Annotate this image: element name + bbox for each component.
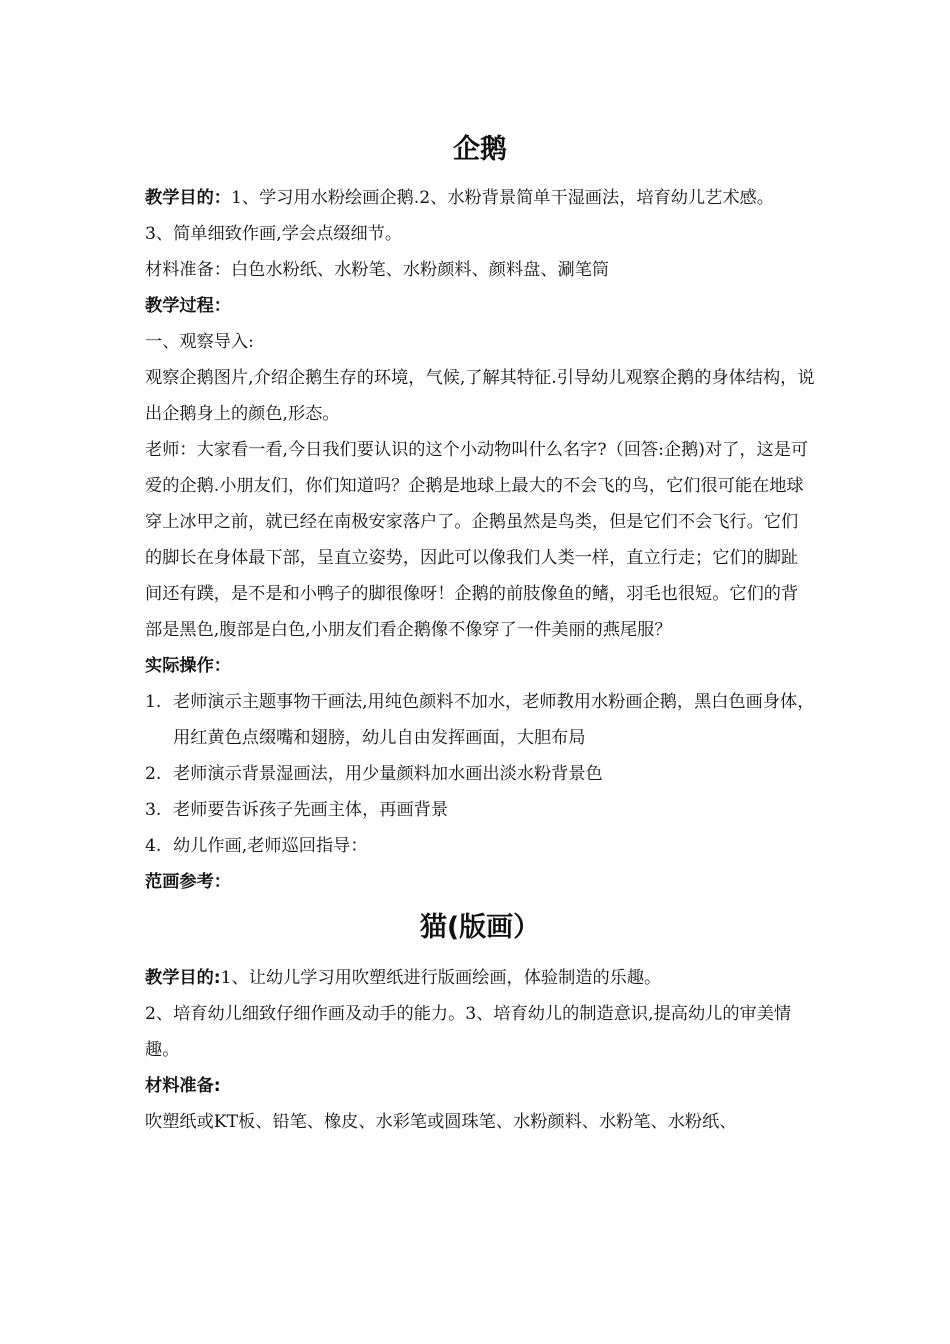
cat-title: 猫(版画） [419, 912, 541, 943]
practice-steps [145, 684, 815, 864]
practice-label: 实际操作： [145, 656, 231, 676]
process-label: 教学过程： [145, 296, 231, 316]
step-text: 老师要告诉孩子先画主体，再画背景 [173, 800, 449, 820]
reference-label: 范画参考： [145, 872, 231, 892]
list-item [145, 756, 815, 792]
list-item [145, 828, 815, 864]
intro-text: 观察企鹅图片,介绍企鹅生存的环境，气候,了解其特征.引导幼儿观察企鹅的身体结构，说出企鹅身上的颜色,形态。 [145, 368, 815, 424]
cat-goal-continued: 2、培育幼儿细致仔细作画及动手的能力。3、培育幼儿的制造意识,提高幼儿的审美情趣。 [145, 1004, 792, 1060]
goal-label: 教学目的： [145, 188, 231, 208]
step-text: 幼儿作画,老师巡回指导： [173, 836, 368, 856]
step-number: 4. [145, 836, 162, 856]
penguin-goal [145, 180, 815, 216]
list-item [145, 684, 815, 756]
penguin-title: 企鹅 [453, 134, 507, 165]
intro-heading: 一、观察导入: [145, 332, 254, 352]
step-text: 老师演示主题事物干画法,用纯色颜料不加水，老师教用水粉画企鹅，黑白色画身体，用红黄色点缀嘴和翅膀，幼儿自由发挥画面，大胆布局 [173, 692, 815, 748]
goal-text: 1、让幼儿学习用吹塑纸进行版画绘画，体验制造的乐趣。 [220, 968, 662, 988]
goal-text: 1、学习用水粉绘画企鹅.2、水粉背景简单干湿画法，培育幼儿艺术感。 [230, 188, 774, 208]
cat-materials-text: 吹塑纸或KT板、铅笔、橡皮、水彩笔或圆珠笔、水粉颜料、水粉笔、水粉纸、 [145, 1112, 737, 1132]
penguin-goal-continued: 3、简单细致作画,学会点缀细节。 [145, 224, 403, 244]
step-text: 老师演示背景湿画法，用少量颜料加水画出淡水粉背景色 [173, 764, 603, 784]
step-number: 2. [145, 764, 162, 784]
cat-goal [145, 960, 815, 996]
penguin-materials: 材料准备：白色水粉纸、水粉笔、水粉颜料、颜料盘、涮笔筒 [145, 260, 610, 280]
list-item [145, 792, 815, 828]
step-number: 3. [145, 800, 162, 820]
goal-label: 教学目的: [145, 968, 221, 988]
teacher-text: 老师：大家看一看,今日我们要认识的这个小动物叫什么名字?（回答:企鹅)对了，这是可爱的企鹅.小朋友们，你们知道吗？企鹅是地球上最大的不会飞的鸟，它们很可能在地球穿上冰甲之前，就已经在南极安家落户了。企鹅虽然是鸟类，但是它们不会飞行。它们的脚长在身体最下部，呈直立姿势，因此可以像我们人类一样，直立行走；它们的脚趾间还有蹼，是不是和小鸭子的脚很像呀！企鹅的前肢像鱼的鳍，羽毛也很短。它们的背部是黑色,腹部是白色,小朋友们看企鹅像不像穿了一件美丽的燕尾服？ [145, 440, 809, 640]
step-number: 1. [145, 692, 162, 712]
document-content [145, 128, 815, 1140]
cat-materials-label: 材料准备: [145, 1076, 221, 1096]
